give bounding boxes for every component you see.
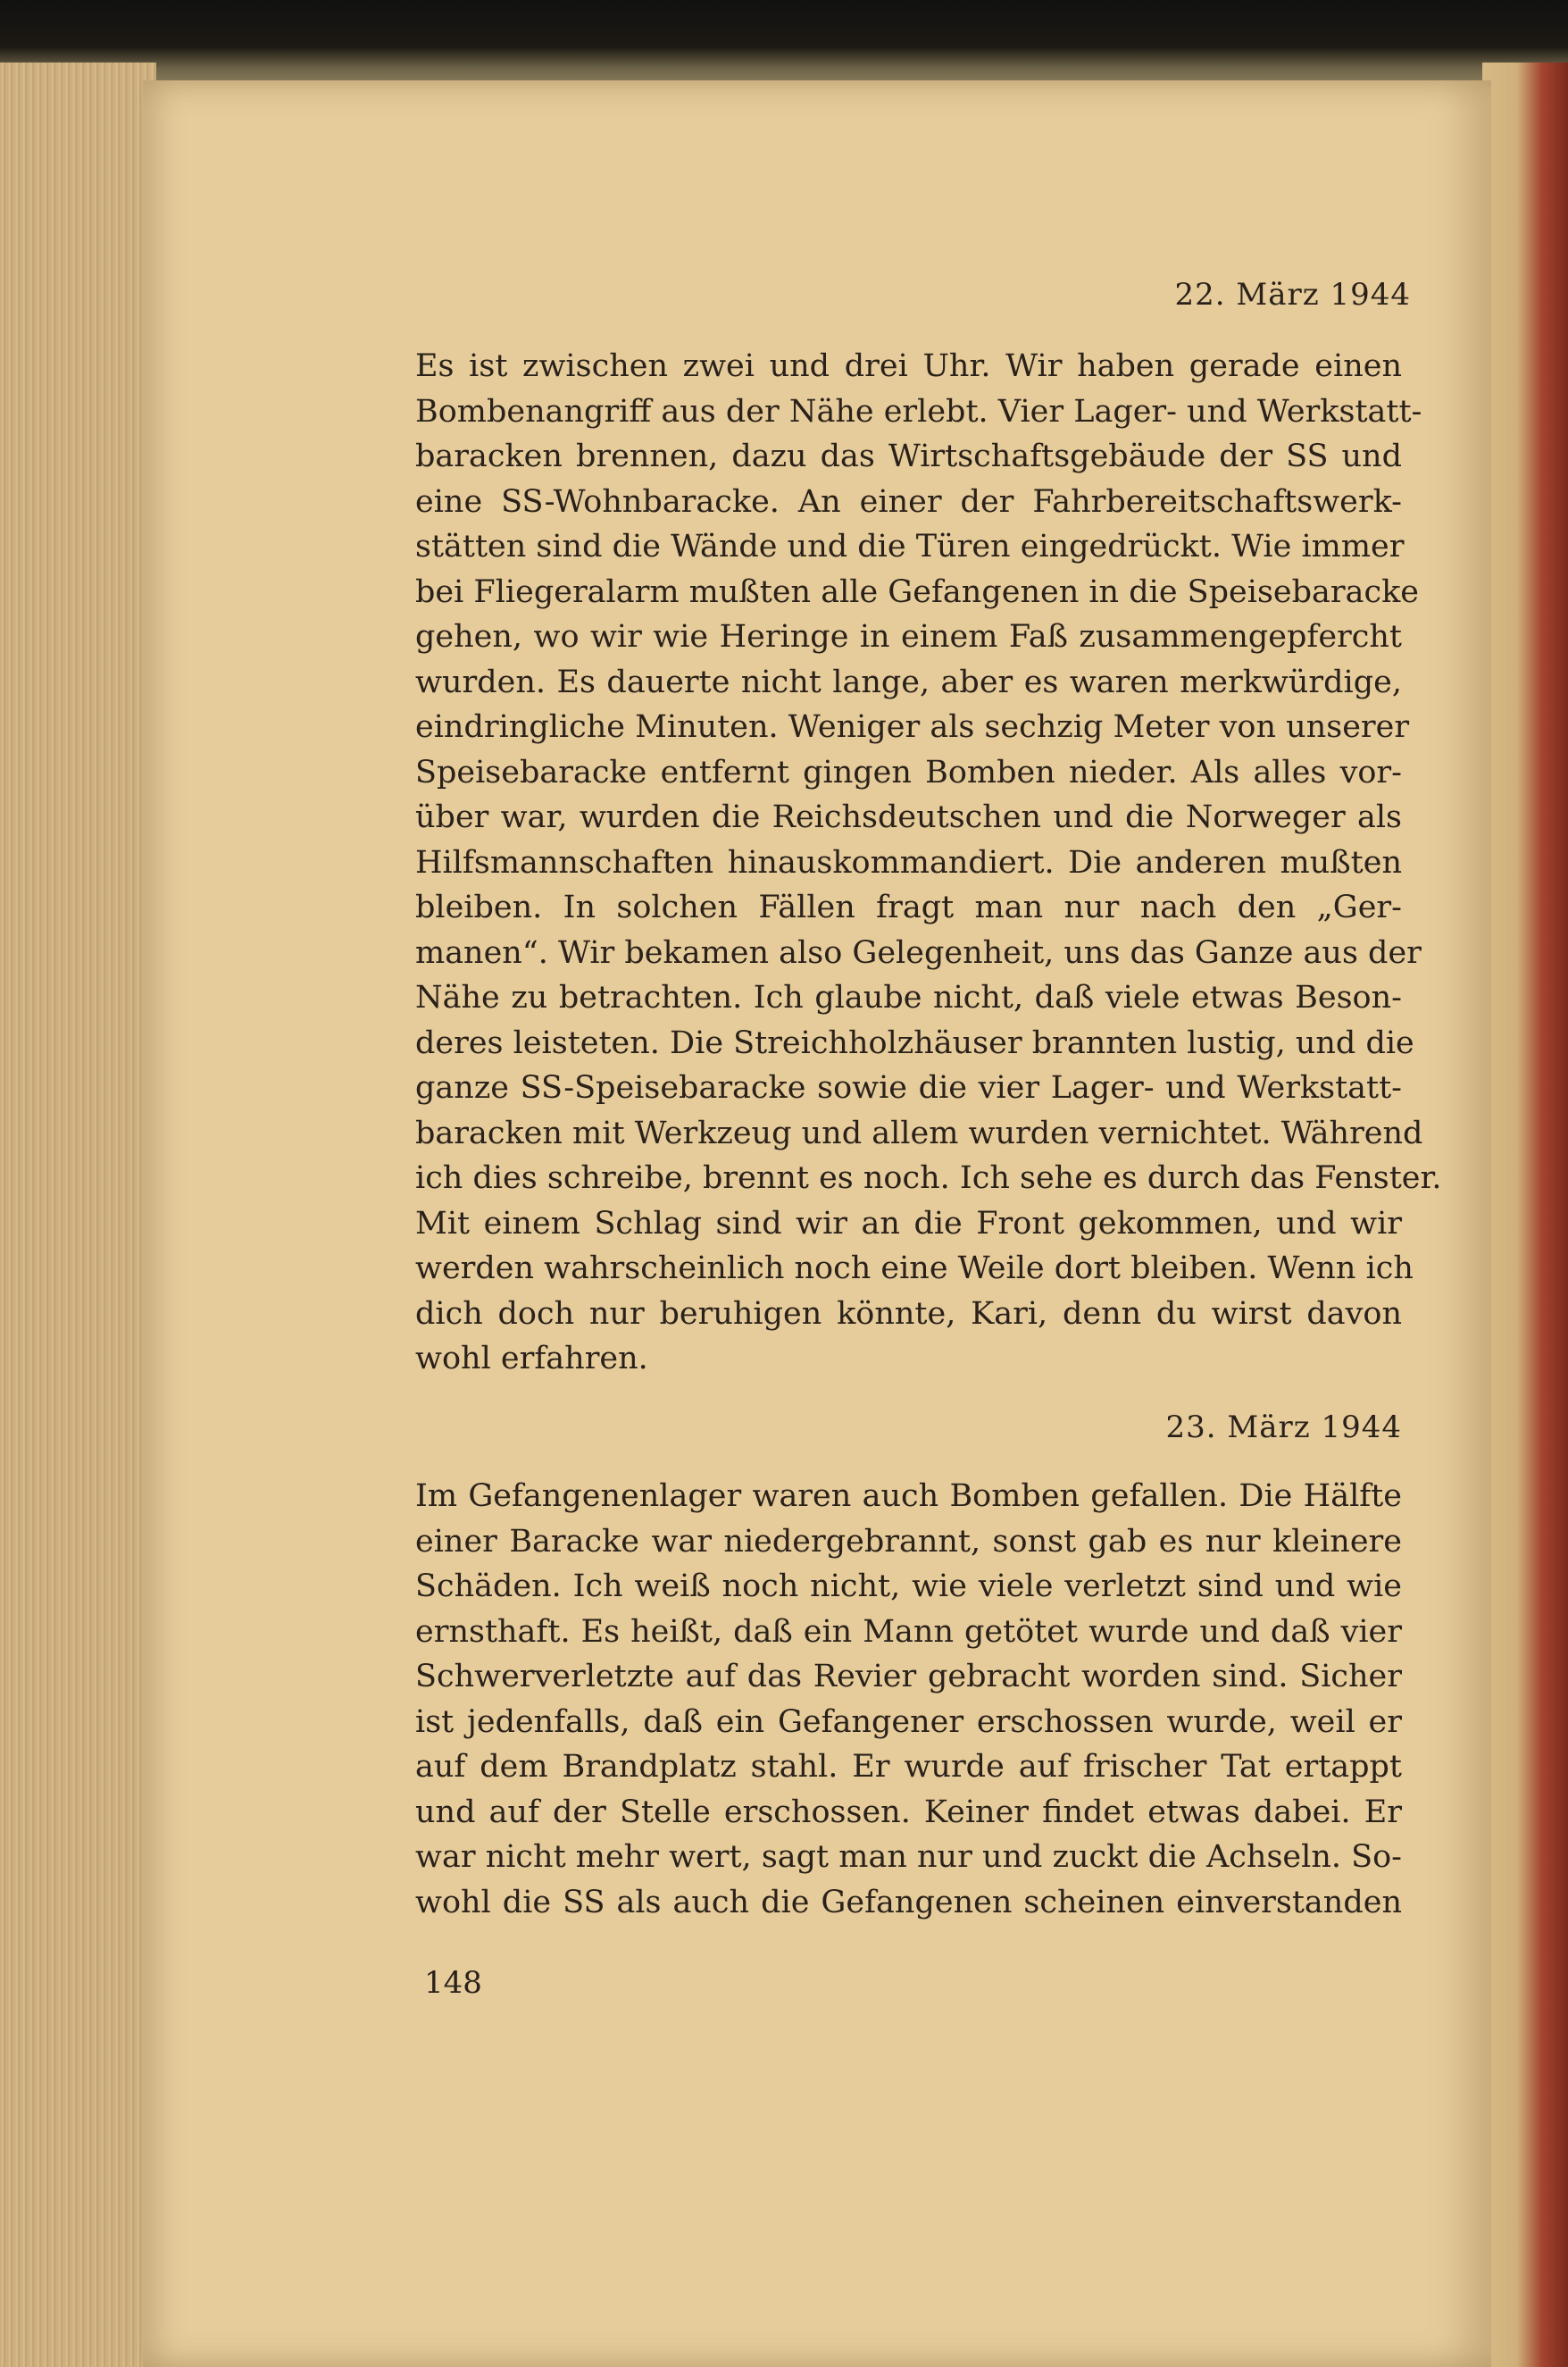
- text-line: baracken mit Werkzeug und allem wurden vernichtet. Während: [415, 1115, 1423, 1151]
- page-edges: [0, 63, 156, 2367]
- text-line: wohl die SS als auch die Gefangenen scheinen einverstanden: [415, 1884, 1402, 1920]
- text-line: Schwerverletzte auf das Revier gebracht worden sind. Sicher: [415, 1659, 1402, 1694]
- text-line: Es ist zwischen zwei und drei Uhr. Wir haben gerade einen: [415, 348, 1402, 384]
- entry-text: [415, 1474, 1402, 1925]
- text-line: deres leisteten. Die Streichholzhäuser brannten lustig, und die: [415, 1025, 1414, 1061]
- text-line: ernsthaft. Es heißt, daß ein Mann getötet wurde und daß vier: [415, 1613, 1402, 1650]
- scan-background-top: [0, 0, 1568, 85]
- entry-date: 22. März 1944: [1174, 277, 1411, 313]
- text-line: ganze SS-Speisebaracke sowie die vier Lager- und Werkstatt-: [415, 1070, 1402, 1106]
- text-line: Bombenangriff aus der Nähe erlebt. Vier Lager- und Werkstatt-: [415, 393, 1422, 430]
- text-line: Schäden. Ich weiß noch nicht, wie viele verletzt sind und wie: [415, 1568, 1402, 1604]
- text-line: Mit einem Schlag sind wir an die Front gekommen, und wir: [415, 1205, 1402, 1242]
- text-line: wurden. Es dauerte nicht lange, aber es waren merkwürdige,: [415, 664, 1402, 700]
- text-line: ist jedenfalls, daß ein Gefangener erschossen wurde, weil er: [415, 1703, 1402, 1740]
- text-line: ich dies schreibe, brennt es noch. Ich sehe es durch das Fenster.: [415, 1160, 1442, 1196]
- text-line: und auf der Stelle erschossen. Keiner findet etwas dabei. Er: [415, 1794, 1402, 1830]
- text-line: Nähe zu betrachten. Ich glaube nicht, daß viele etwas Beson-: [415, 980, 1402, 1016]
- text-line: dich doch nur beruhigen könnte, Kari, denn du wirst davon: [415, 1295, 1402, 1332]
- text-line: auf dem Brandplatz stahl. Er wurde auf frischer Tat ertappt: [415, 1749, 1402, 1785]
- text-line: einer Baracke war niedergebrannt, sonst gab es nur kleinere: [415, 1523, 1402, 1560]
- text-line: Im Gefangenenlager waren auch Bomben gefallen. Die Hälfte: [415, 1478, 1402, 1514]
- entry-text: [415, 344, 1442, 1382]
- text-line: stätten sind die Wände und die Türen eingedrückt. Wie immer: [415, 529, 1405, 565]
- text-line: wohl erfahren.: [415, 1341, 648, 1376]
- entry-date: 23. März 1944: [1165, 1409, 1402, 1445]
- text-line: war nicht mehr wert, sagt man nur und zuckt die Achseln. So-: [415, 1839, 1402, 1875]
- text-line: über war, wurden die Reichsdeutschen und die Norweger als: [415, 799, 1402, 835]
- book-cover-edge: [1482, 63, 1568, 2367]
- text-line: bleiben. In solchen Fällen fragt man nur nach den „Ger-: [415, 890, 1402, 925]
- text-line: gehen, wo wir wie Heringe in einem Faß zusammengepfercht: [415, 619, 1402, 655]
- text-line: eindringliche Minuten. Weniger als sechzig Meter von unserer: [415, 709, 1410, 745]
- text-line: bei Fliegeralarm mußten alle Gefangenen in die Speisebaracke: [415, 573, 1420, 610]
- text-line: werden wahrscheinlich noch eine Weile dort bleiben. Wenn ich: [415, 1250, 1414, 1286]
- text-line: Speisebaracke entfernt gingen Bomben nieder. Als alles vor-: [415, 754, 1402, 790]
- page-number: 148: [424, 1965, 482, 2001]
- text-line: eine SS-Wohnbaracke. An einer der Fahrbereitschaftswerk-: [415, 483, 1402, 520]
- text-line: manen“. Wir bekamen also Gelegenheit, uns das Ganze aus der: [415, 934, 1422, 971]
- text-line: baracken brennen, dazu das Wirtschaftsgebäude der SS und: [415, 439, 1402, 474]
- text-line: Hilfsmannschaften hinauskommandiert. Die anderen mußten: [415, 844, 1402, 881]
